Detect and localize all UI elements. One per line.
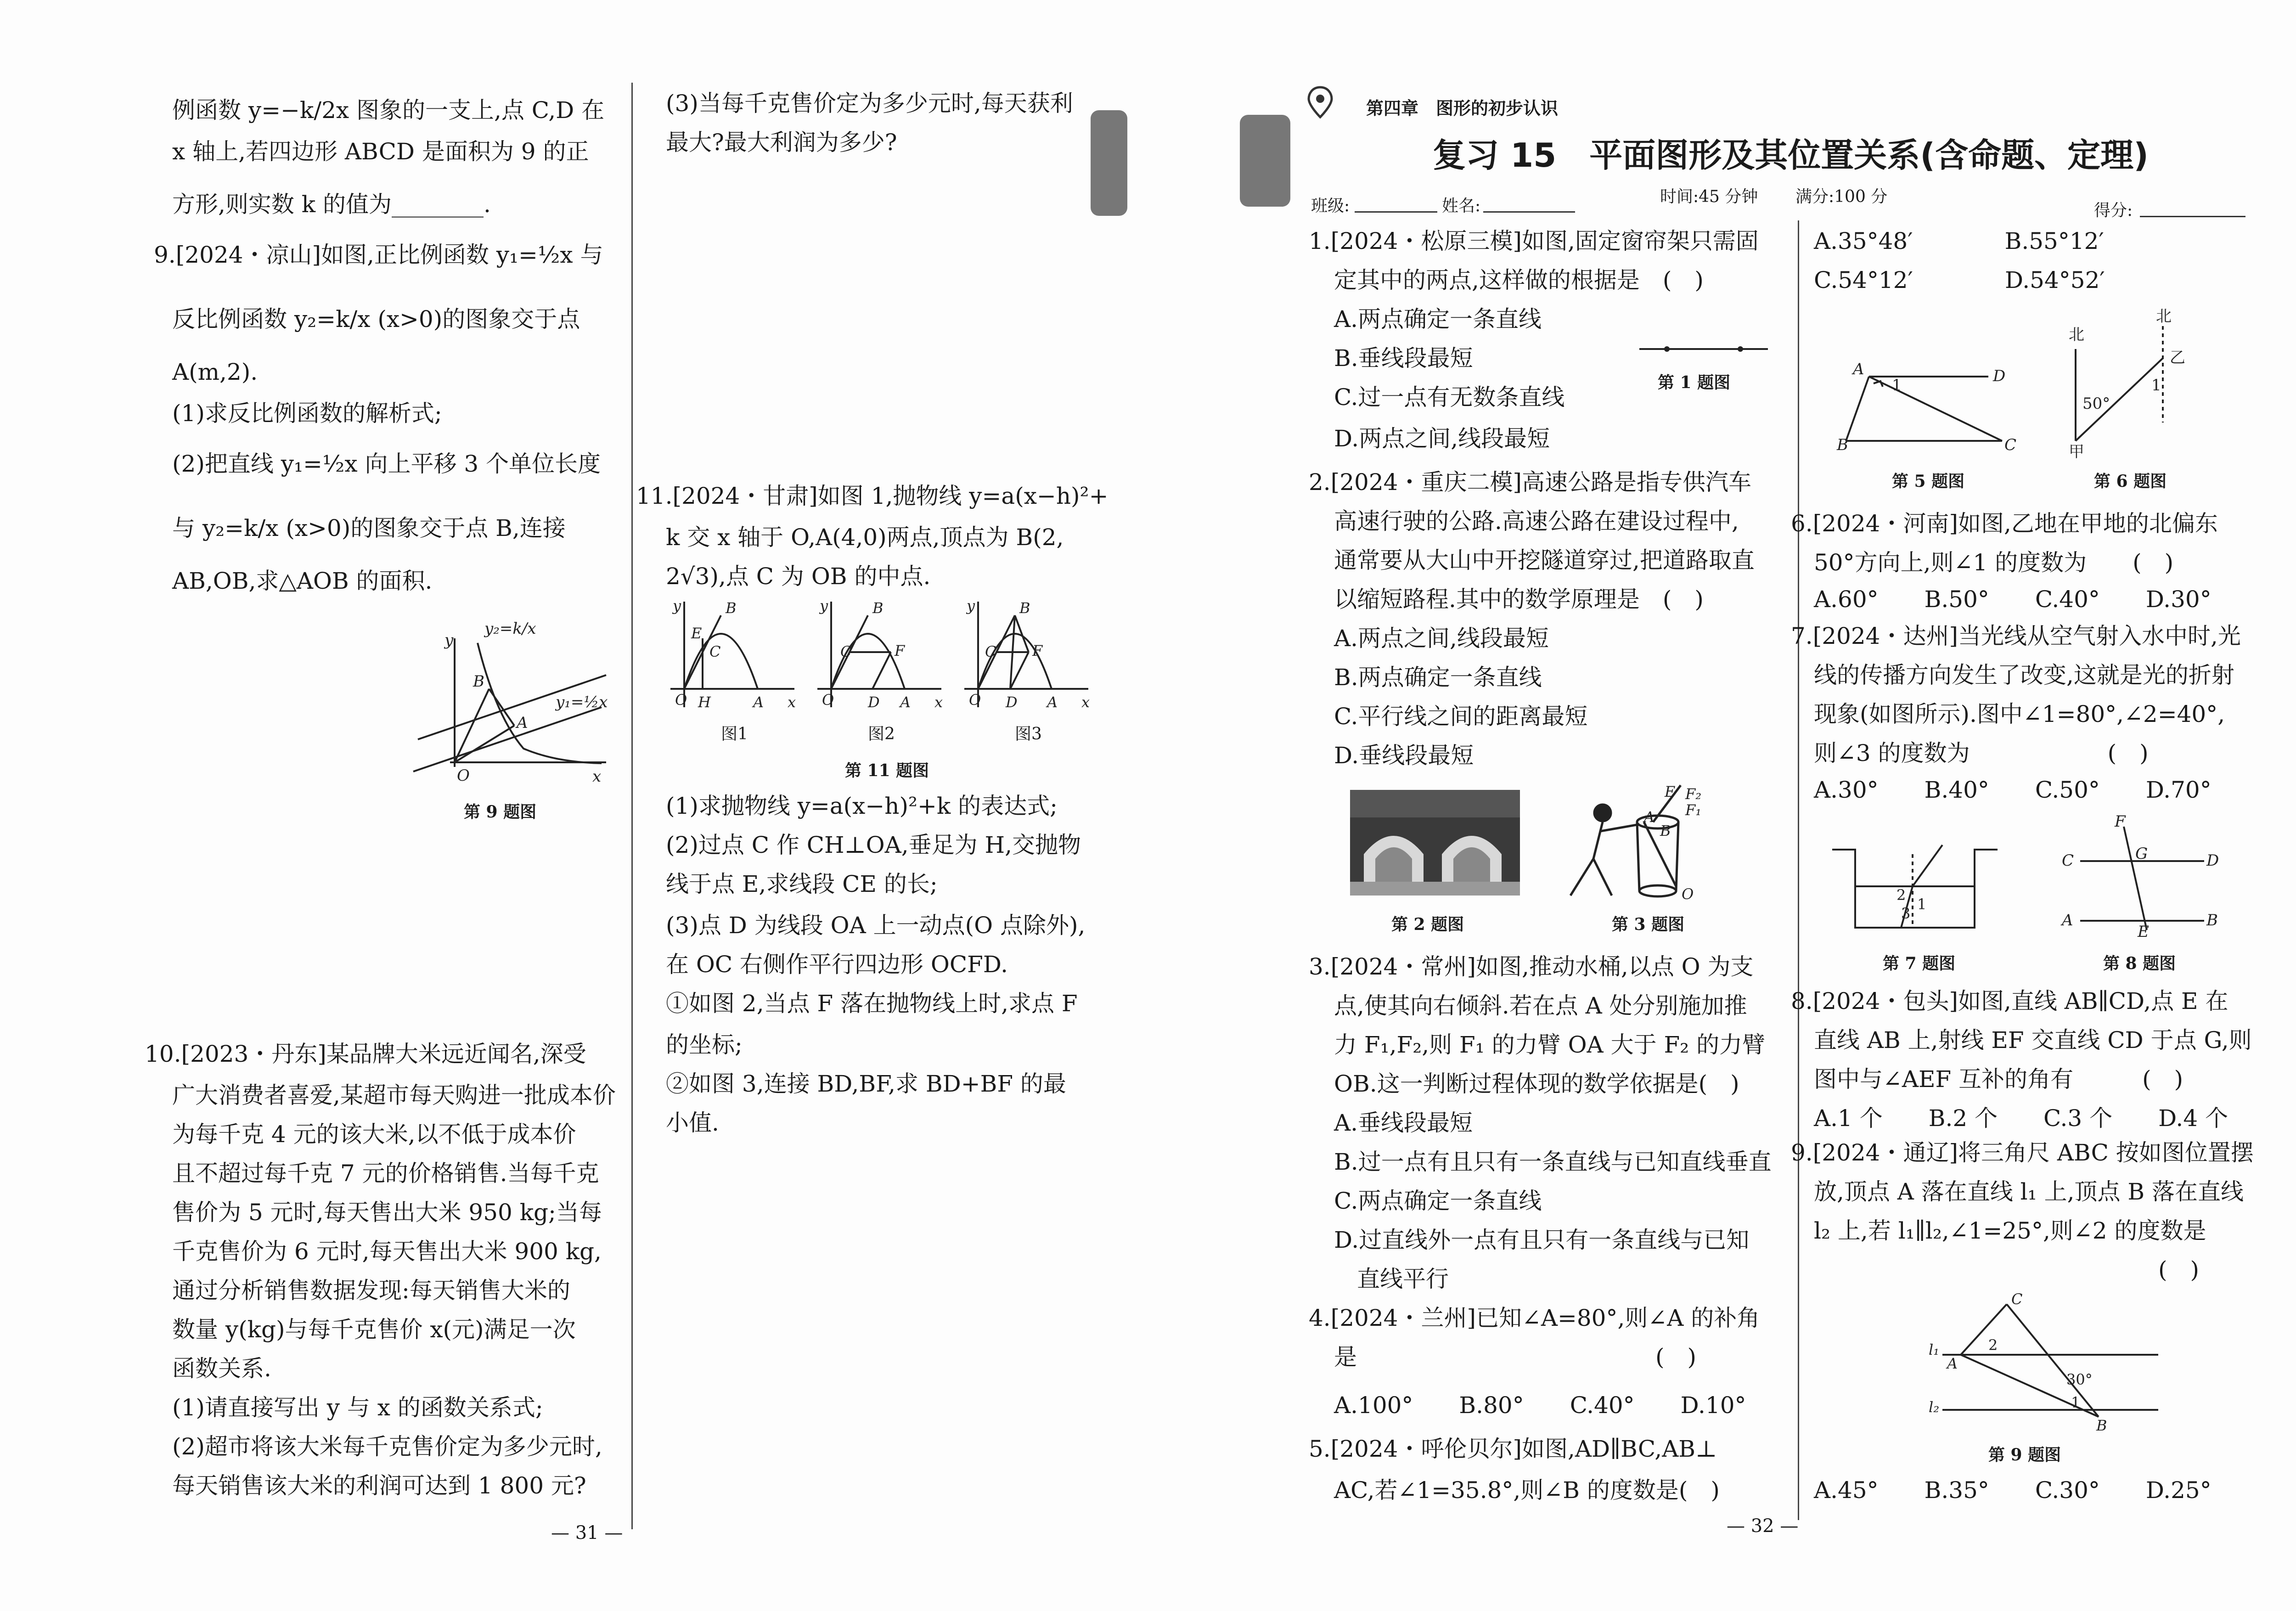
svg-text:B: B [872,599,884,617]
fig1-caption: 第 1 题图 [1658,373,1731,392]
svg-text:O: O [675,691,687,709]
fig8-caption: 第 8 题图 [2103,954,2176,973]
question-10: 10.[2023・丹东]某品牌大米远近闻名,深受 [145,1041,586,1067]
fig6-label: 北 [2156,307,2172,326]
svg-text:A: A [1047,693,1058,711]
fig5-label: A [1853,360,1864,378]
fig9-caption: 第 9 题图 [464,802,537,822]
svg-text:E: E [691,625,702,642]
fig2-tunnel-photo [1350,790,1520,896]
text-line: 广大消费者喜爱,某超市每天购进一批成本价 [172,1082,616,1109]
text-line: (2)过点 C 作 CH⊥OA,垂足为 H,交抛物 [666,832,1081,858]
fig5-label: 1 [1892,376,1902,394]
fig11-label-2: 图2 [868,725,895,744]
text-line: 定其中的两点,这样做的根据是 ( ) [1334,267,1704,293]
text-line: 线的传播方向发生了改变,这就是光的折射 [1814,662,2234,688]
fig6-label: 甲 [2069,443,2084,461]
svg-text:C: C [985,643,996,660]
fig9-label: y₁=½x [556,693,608,711]
option: C.54°12′ D.54°52′ [1814,267,2105,293]
text-line: 通常要从大山中开挖隧道穿过,把道路取直 [1334,547,1755,574]
score-label: 得分: [2094,201,2133,220]
question-5: 5.[2024・呼伦贝尔]如图,AD∥BC,AB⊥ [1309,1436,1717,1462]
fig3-caption: 第 3 题图 [1612,915,1685,934]
text-line: 50°方向上,则∠1 的度数为 ( ) [1814,549,2174,576]
fig5-label: B [1837,436,1848,454]
fig3-label: A [1644,808,1655,826]
chapter-tab [1240,115,1290,207]
text-line: 是 ( ) [1334,1344,1697,1370]
text-line: 例函数 y=−k/2x 图象的一支上,点 C,D 在 [172,97,605,124]
svg-text:A: A [753,693,764,711]
fig9r-label: l₁ [1929,1341,1940,1358]
text-line: 且不超过每千克 7 元的价格销售.当每千克 [172,1160,599,1187]
fig5-label: D [1993,367,2006,385]
text-line: ( ) [1814,1256,2200,1283]
fig6-label: 北 [2069,326,2084,344]
text-line: (3)当每千克售价定为多少元时,每天获利 [666,90,1073,117]
text-line: 放,顶点 A 落在直线 l₁ 上,顶点 B 落在直线 [1814,1178,2244,1205]
text-line: 以缩短路程.其中的数学原理是 ( ) [1334,586,1704,613]
svg-text:x: x [934,693,943,711]
option: B.过一点有且只有一条直线与已知直线垂直 [1334,1149,1772,1175]
text-line: 方形,则实数 k 的值为________. [172,191,491,218]
text-line: AB,OB,求△AOB 的面积. [172,568,433,594]
column-divider [1798,220,1799,1520]
text-line: 图中与∠AEF 互补的角有 ( ) [1814,1066,2183,1093]
svg-text:y: y [673,597,681,614]
fig9-label: y [445,631,454,649]
fig9-label: O [457,766,470,785]
option: A.两点之间,线段最短 [1334,625,1549,652]
text-line: 每天销售该大米的利润可达到 1 800 元? [172,1472,586,1499]
class-label: 班级: [1311,197,1350,215]
text-line: (1)求抛物线 y=a(x−h)²+k 的表达式; [666,793,1058,819]
fig6-label: 50° [2082,394,2110,413]
location-pin-icon [1306,85,1334,122]
svg-text:D: D [868,693,880,711]
question-9: 9.[2024・凉山]如图,正比例函数 y₁=½x 与 [154,242,603,268]
fig5-caption: 第 5 题图 [1892,472,1965,491]
text-line: 与 y₂=k/x (x>0)的图象交于点 B,连接 [172,515,566,541]
fig9-triangle-ruler [1929,1290,2167,1434]
page-number: — 32 — [1727,1515,1799,1537]
option: B.两点确定一条直线 [1334,664,1542,691]
question-4: 4.[2024・兰州]已知∠A=80°,则∠A 的补角 [1309,1305,1760,1331]
option: A.垂线段最短 [1334,1110,1473,1136]
fig8-label: B [2206,911,2218,929]
fig9-label: y₂=k/x [484,620,536,638]
full-score: 满分:100 分 [1795,187,1888,206]
fig9-graph [404,611,611,785]
fig9r-label: B [2096,1417,2107,1434]
text-line: (2)超市将该大米每千克售价定为多少元时, [172,1433,602,1460]
text-line: (3)点 D 为线段 OA 上一动点(O 点除外), [666,912,1086,939]
svg-text:B: B [1019,599,1030,617]
svg-text:O: O [969,691,981,709]
score-blank [2140,216,2245,217]
option: C.过一点有无数条直线 [1334,384,1565,411]
name-label: 姓名: [1442,197,1481,215]
fig6-label: 1 [2151,376,2161,394]
fig8-label: E [2138,923,2149,941]
fig3-bucket-push [1561,781,1717,905]
text-line: 则∠3 的度数为 ( ) [1814,740,2149,766]
fig9-label: A [517,714,528,732]
question-2: 2.[2024・重庆二模]高速公路是指专供汽车 [1309,469,1751,496]
text-line: A(m,2). [172,359,258,385]
fig9r-label: 30° [2066,1371,2093,1388]
side-tab [1091,110,1127,216]
option: A.30° B.40° C.50° D.70° [1814,777,2212,803]
fig8-label: G [2135,845,2148,863]
fig8-label: D [2206,851,2219,870]
option: A.两点确定一条直线 [1334,306,1542,332]
fig3-label: F₂ [1685,785,1702,803]
svg-text:H: H [698,693,711,711]
option: A.100° B.80° C.40° D.10° [1334,1392,1746,1419]
text-line: 力 F₁,F₂,则 F₁ 的力臂 OA 大于 F₂ 的力臂 [1334,1031,1766,1058]
text-line: 2√3),点 C 为 OB 的中点. [666,563,931,590]
question-3: 3.[2024・常州]如图,推动水桶,以点 O 为支 [1309,953,1754,980]
text-line: (2)把直线 y₁=½x 向上平移 3 个单位长度 [172,451,601,477]
text-line: ②如图 3,连接 BD,BF,求 BD+BF 的最 [666,1070,1066,1097]
text-line: OB.这一判断过程体现的数学依据是( ) [1334,1070,1739,1097]
fig9r-label: 1 [2071,1394,2081,1411]
fig1-curtain-rod [1639,340,1768,358]
fig8-label: F [2115,812,2126,831]
option: D.过直线外一点有且只有一条直线与已知 [1334,1227,1750,1253]
svg-text:F: F [895,642,905,659]
fig3-label: E [1665,783,1676,800]
svg-text:F: F [1032,642,1043,659]
fig6-label: 乙 [2170,349,2185,367]
time-limit: 时间:45 分钟 [1660,187,1758,206]
page-number: — 31 — [551,1522,623,1543]
fig2-caption: 第 2 题图 [1391,915,1464,934]
svg-text:O: O [822,691,834,709]
fig9-label: B [473,672,484,691]
svg-text:y: y [967,597,975,614]
question-9: 9.[2024・通辽]将三角尺 ABC 按如图位置摆 [1791,1139,2254,1166]
fig7-label: 1 [1917,896,1927,913]
chapter-heading: 第四章 图形的初步认识 [1366,98,1559,118]
option: A.45° B.35° C.30° D.25° [1814,1477,2212,1504]
fig11-panel-1 [670,597,804,716]
option: D.垂线段最短 [1334,742,1474,769]
fig5-triangle [1837,358,2017,454]
fig9r-label: A [1947,1355,1958,1372]
svg-text:x: x [1081,693,1090,711]
svg-text:y: y [820,597,828,614]
text-line: ①如图 2,当点 F 落在抛物线上时,求点 F [666,990,1078,1017]
text-line: k 交 x 轴于 O,A(4,0)两点,顶点为 B(2, [666,524,1064,551]
fig11-panel-2 [817,597,951,716]
fig9r-label: 2 [1988,1336,1998,1354]
fig9-label: x [592,767,602,786]
column-divider [631,83,633,1529]
fig7-caption: 第 7 题图 [1883,954,1956,973]
fig3-label: B [1660,822,1671,839]
text-line: 在 OC 右侧作平行四边形 OCFD. [666,951,1008,978]
text-line: 数量 y(kg)与每千克售价 x(元)满足一次 [172,1316,576,1343]
text-line: (1)求反比例函数的解析式; [172,400,442,427]
text-line: 现象(如图所示).图中∠1=80°,∠2=40°, [1814,701,2225,727]
option: 直线平行 [1334,1266,1449,1292]
question-11: 11.[2024・甘肃]如图 1,抛物线 y=a(x−h)²+ [636,483,1109,509]
fig8-parallel-lines [2053,812,2219,941]
text-line: 售价为 5 元时,每天售出大米 950 kg;当每 [172,1199,602,1226]
question-6: 6.[2024・河南]如图,乙地在甲地的北偏东 [1791,510,2218,537]
svg-text:C: C [840,643,852,660]
fig6-caption: 第 6 题图 [2094,472,2167,491]
fig9r-label: l₂ [1929,1398,1940,1416]
fig11-caption: 第 11 题图 [845,761,929,780]
fig9r-caption: 第 9 题图 [1988,1445,2061,1465]
text-line: 为每千克 4 元的该大米,以不低于成本价 [172,1121,576,1148]
text-line: 通过分析销售数据发现:每天销售大米的 [172,1277,570,1304]
text-line: 函数关系. [172,1355,271,1382]
text-line: 小值. [666,1110,719,1136]
fig8-label: C [2062,851,2074,870]
question-8: 8.[2024・包头]如图,直线 AB∥CD,点 E 在 [1791,988,2228,1014]
svg-text:C: C [709,643,721,660]
text-line: x 轴上,若四边形 ABCD 是面积为 9 的正 [172,138,589,165]
fig3-label: O [1682,885,1694,903]
question-1: 1.[2024・松原三模]如图,固定窗帘架只需固 [1309,228,1759,254]
fig9r-label: C [2011,1290,2023,1308]
svg-text:A: A [900,693,911,711]
name-blank [1483,211,1575,213]
option: C.两点确定一条直线 [1334,1188,1542,1214]
text-line: 反比例函数 y₂=k/x (x>0)的图象交于点 [172,306,580,332]
fig7-label: 3 [1901,905,1911,922]
text-line: 线于点 E,求线段 CE 的长; [666,871,938,897]
fig11-label-3: 图3 [1015,725,1042,744]
text-line: 直线 AB 上,射线 EF 交直线 CD 于点 G,则 [1814,1027,2252,1053]
option: A.35°48′ B.55°12′ [1814,228,2104,254]
text-line: 高速行驶的公路.高速公路在建设过程中, [1334,508,1739,535]
fig3-label: F₁ [1685,801,1702,819]
text-line: 最大?最大利润为多少? [666,129,897,156]
text-line: 的坐标; [666,1031,743,1058]
option: B.垂线段最短 [1334,345,1473,372]
fig7-refraction [1832,836,1998,941]
fig7-label: 2 [1896,886,1906,904]
option: A.60° B.50° C.40° D.30° [1814,586,2212,613]
svg-text:D: D [1006,693,1018,711]
class-blank [1355,211,1437,213]
fig8-label: A [2062,911,2073,929]
fig5-label: C [2004,436,2017,454]
option: A.1 个 B.2 个 C.3 个 D.4 个 [1814,1105,2228,1132]
fig11-panel-3 [964,597,1097,716]
text-line: 点,使其向右倾斜.若在点 A 处分别施加推 [1334,992,1747,1019]
svg-text:x: x [788,693,796,711]
text-line: AC,若∠1=35.8°,则∠B 的度数是( ) [1334,1477,1720,1504]
option: C.平行线之间的距离最短 [1334,703,1588,730]
text-line: (1)请直接写出 y 与 x 的函数关系式; [172,1394,543,1421]
option: D.两点之间,线段最短 [1334,425,1550,452]
page-title: 复习 15 平面图形及其位置关系(含命题、定理) [1433,136,2149,175]
text-line: l₂ 上,若 l₁∥l₂,∠1=25°,则∠2 的度数是 [1814,1217,2206,1244]
fig11-label-1: 图1 [721,725,748,744]
svg-text:B: B [726,599,737,617]
question-7: 7.[2024・达州]当光线从空气射入水中时,光 [1791,623,2241,649]
text-line: 千克售价为 6 元时,每天售出大米 900 kg, [172,1238,602,1265]
fig6-direction [2057,308,2195,459]
